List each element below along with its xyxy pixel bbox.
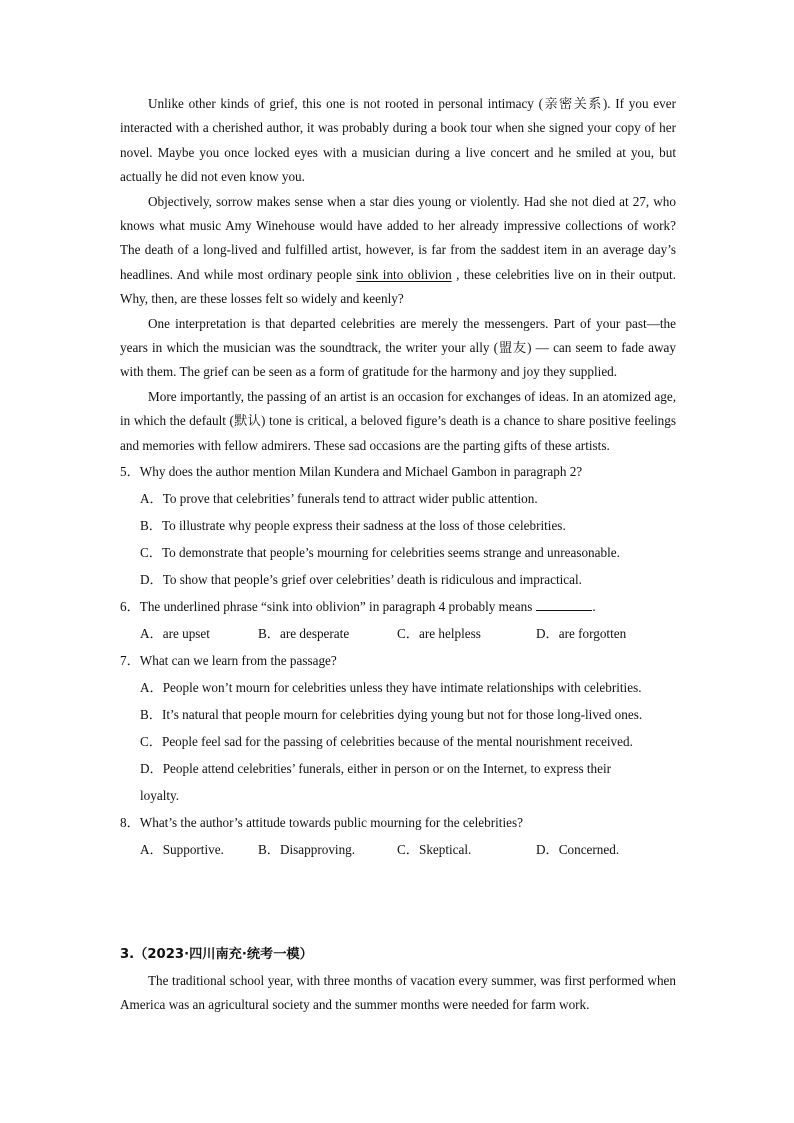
question-7-option-d: D．People attend celebrities’ funerals, either in person or on the Internet, to express their <box>140 761 612 777</box>
answer-blank <box>536 596 592 611</box>
section-3-paragraph: The traditional school year, with three months of vacation every summer, was first performed when America was an agricultural society and the summer months were needed for farm work. <box>120 973 676 1013</box>
question-7-option-b: B．It’s natural that people mourn for celebrities dying young but not for those long-lived ones. <box>140 707 643 723</box>
section-3-heading: 3.（2023·四川南充·统考一模） <box>120 947 313 962</box>
question-7-option-a: A．People won’t mourn for celebrities unless they have intimate relationships with celebrities. <box>140 680 642 696</box>
question-7 <box>120 647 676 809</box>
question-6-option-a: A．are upset <box>140 626 210 642</box>
question-8-option-d: D．Concerned. <box>536 842 620 858</box>
question-8-stem: 8．What’s the author’s attitude towards public mourning for the celebrities? <box>120 815 523 831</box>
question-6-options <box>120 620 676 647</box>
paragraph-1: Unlike other kinds of grief, this one is not rooted in personal intimacy (亲密关系). If you ever interacted with a cherished author, it was probably during a book tour when she signed your copy of her novel. Maybe you once locked eyes with a musician during a live concert and he smiled at you, but actually he did not even know you. <box>120 96 676 185</box>
question-6-option-d: D．are forgotten <box>536 626 627 642</box>
question-5-option-c: C．To demonstrate that people’s mourning for celebrities seems strange and unreasonable. <box>140 545 620 561</box>
question-7-stem: 7．What can we learn from the passage? <box>120 653 337 669</box>
passage-section <box>120 92 676 863</box>
question-7-option-d-continued: loyalty. <box>140 788 180 804</box>
question-5 <box>120 458 676 593</box>
paragraph-2-after: , these celebrities live on in their output. Why, then, are these losses felt so widely and keenly? <box>120 266 677 307</box>
paragraph-3: One interpretation is that departed celebrities are merely the messengers. Part of your past—the years in which the musician was the soundtrack, the writer your ally (盟友) — can seem to fade away with them. The grief can be seen as a form of gratitude for the harmony and joy they supplied. <box>120 315 676 380</box>
question-6-stem-text: 6．The underlined phrase “sink into oblivion” in paragraph 4 probably means <box>120 599 533 615</box>
underlined-phrase: sink into oblivion <box>356 266 452 282</box>
question-6-option-b: B．are desperate <box>258 626 350 642</box>
question-8-option-b: B．Disapproving. <box>258 842 356 858</box>
paragraph-2 <box>120 190 676 312</box>
question-6-option-c: C．are helpless <box>397 626 481 642</box>
question-8 <box>120 809 676 863</box>
question-5-option-b: B．To illustrate why people express their sadness at the loss of those celebrities. <box>140 518 566 534</box>
question-7-option-c: C．People feel sad for the passing of celebrities because of the mental nourishment received. <box>140 734 633 750</box>
question-8-options <box>120 836 676 863</box>
paragraph-4: More importantly, the passing of an artist is an occasion for exchanges of ideas. In an atomized age, in which the default (默认) tone is critical, a beloved figure’s death is a chance to share positive feelings and memories with fellow admirers. These sad occasions are the parting gifts of these artists. <box>120 388 676 453</box>
question-8-option-c: C．Skeptical. <box>397 842 472 858</box>
section-3-body <box>120 969 676 1018</box>
question-6 <box>120 593 676 647</box>
question-6-stem-end: . <box>592 599 596 615</box>
paragraph-2-before: Objectively, sorrow makes sense when a star dies young or violently. Had she not died at 27, who knows what music Amy Winehouse would have added to her already impressive collections of work? The death of a long-lived and fulfilled artist, however, is far from the saddest item in an average day’s headlines. And while most ordinary people <box>120 193 676 282</box>
question-5-option-d: D．To show that people’s grief over celebrities’ death is ridiculous and impractical. <box>140 572 582 588</box>
question-8-option-a: A．Supportive. <box>140 842 224 858</box>
question-5-stem: 5．Why does the author mention Milan Kundera and Michael Gambon in paragraph 2? <box>120 464 583 480</box>
question-6-stem <box>120 593 676 620</box>
question-5-option-a: A．To prove that celebrities’ funerals tend to attract wider public attention. <box>140 491 538 507</box>
